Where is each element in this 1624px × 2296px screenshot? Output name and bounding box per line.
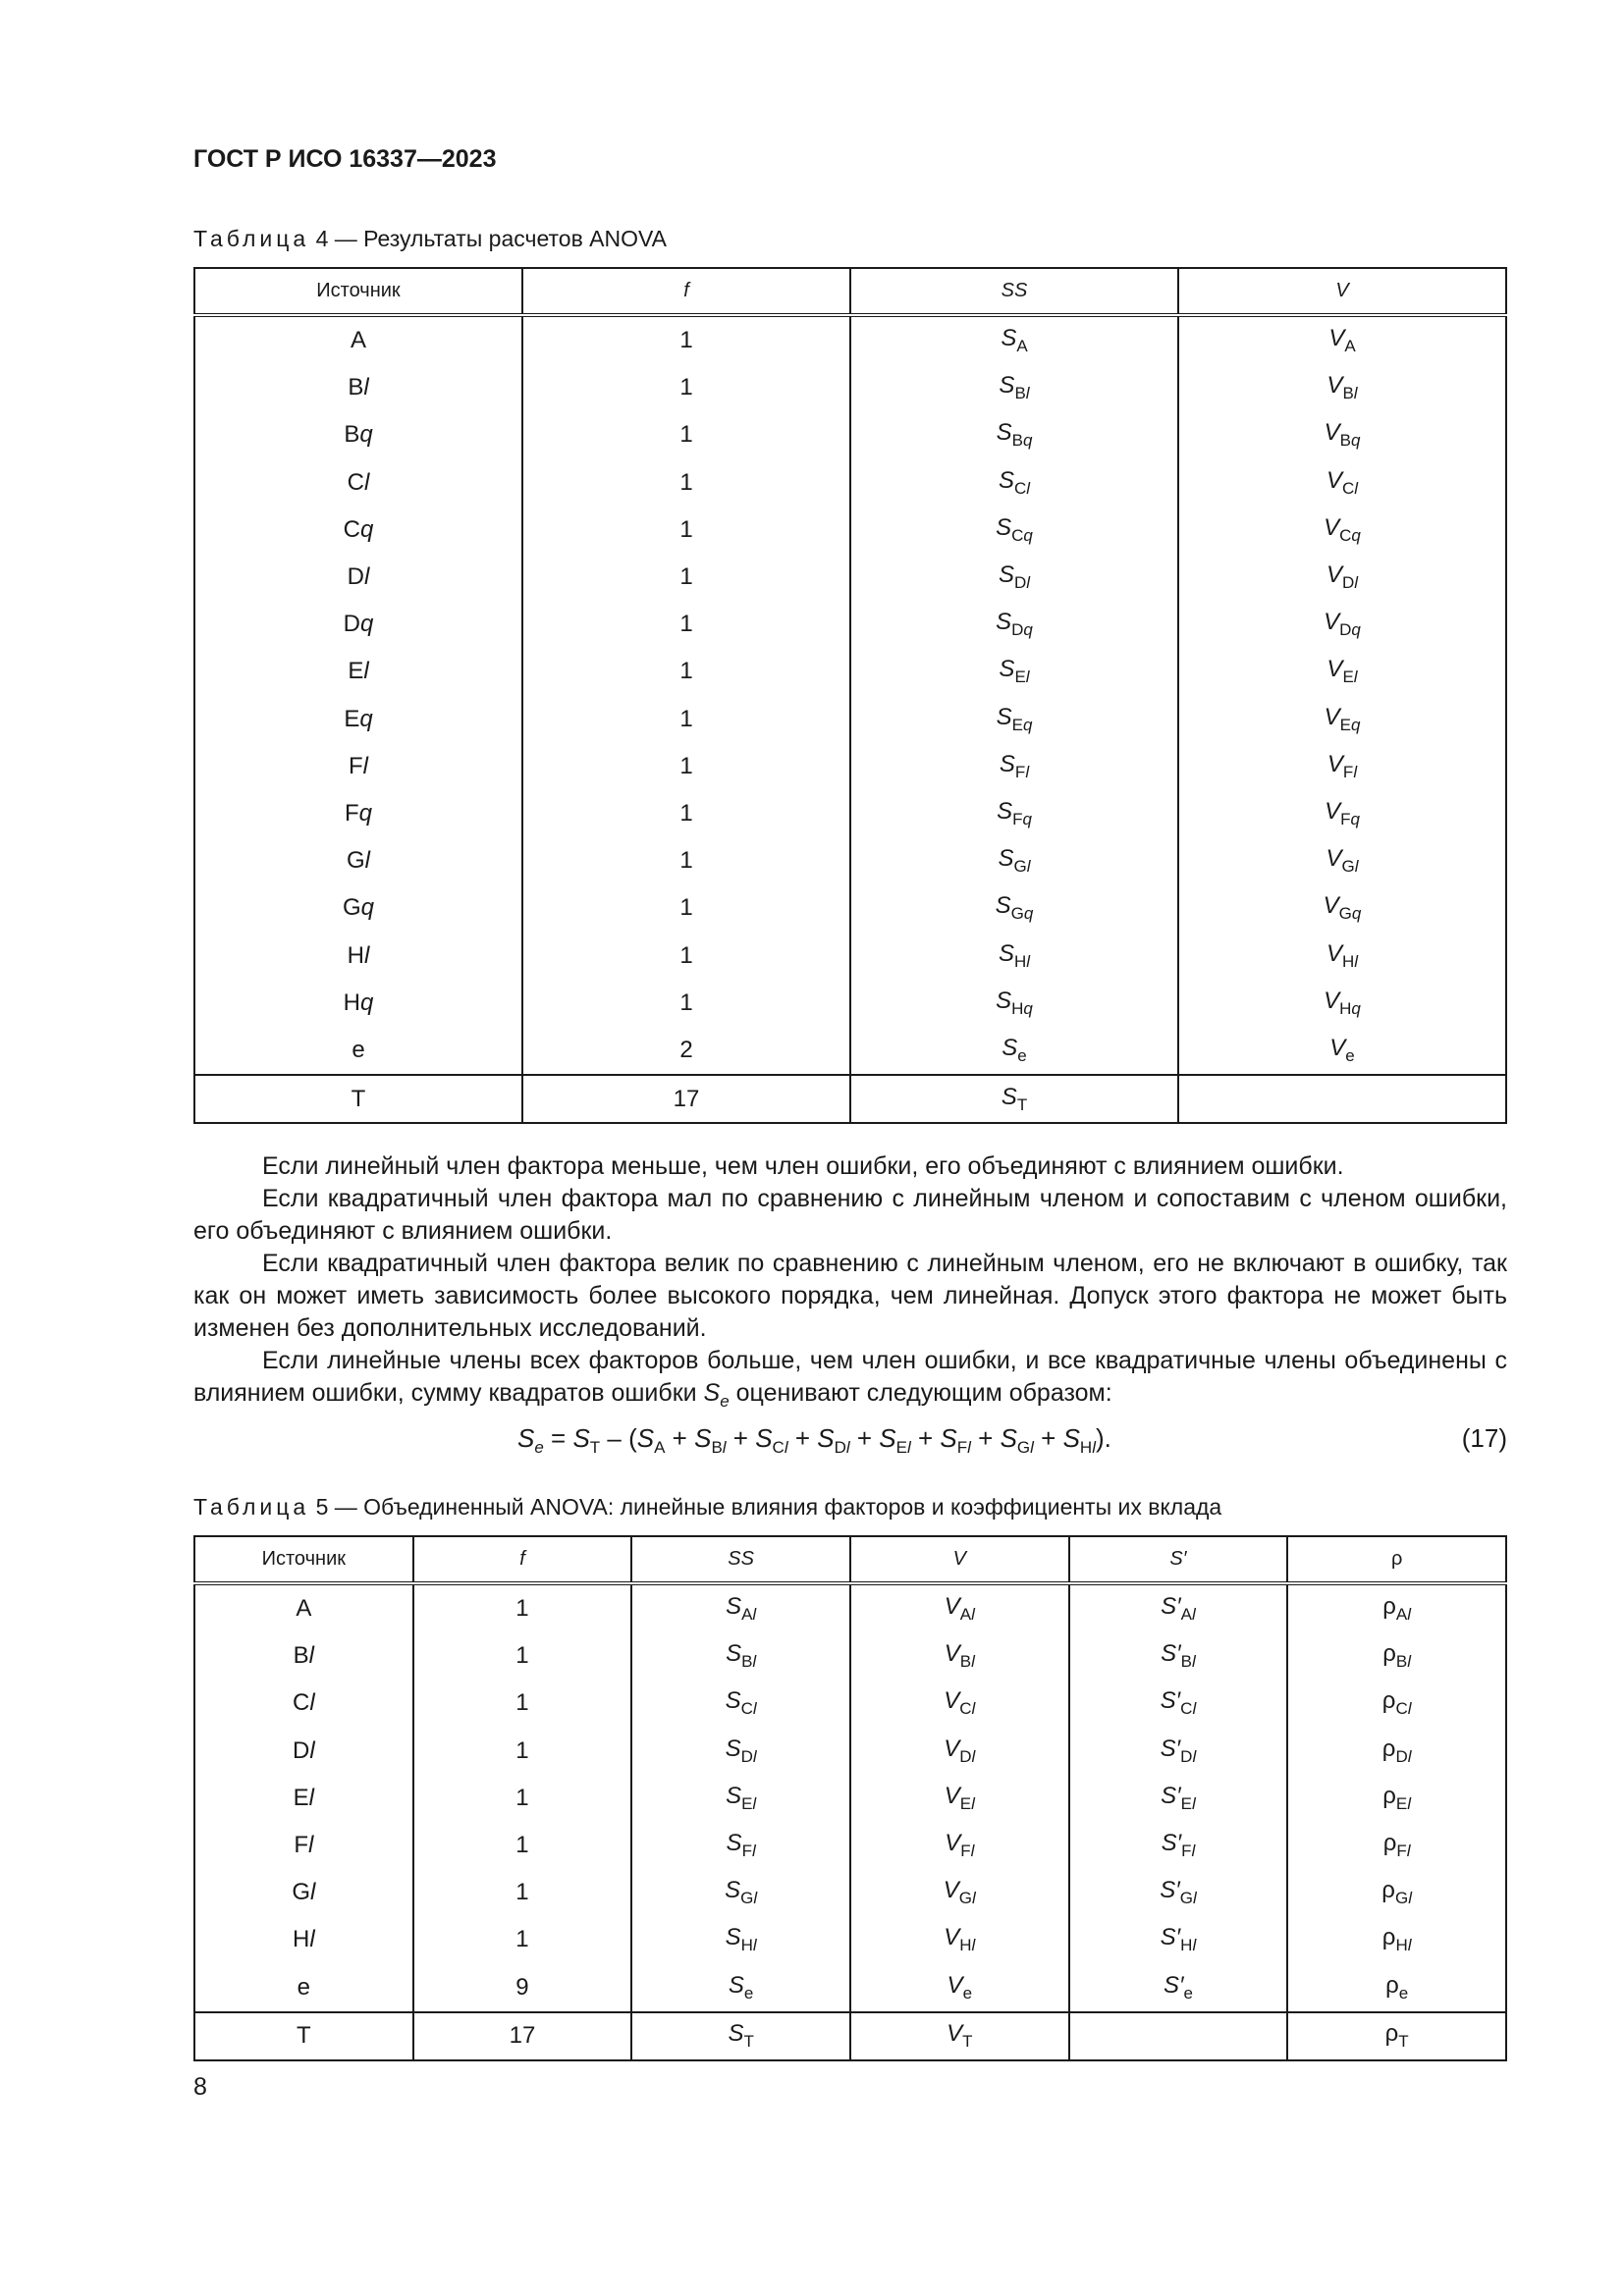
formula-expression: $S_e = S_T - (S_A + S_{Bl} + S_{Cl} + S_{Dl} + S_{El} + S_{Fl} + S_{Gl} + S_{Hl})$.	[517, 1423, 1111, 1457]
table-cell: Dq	[194, 601, 522, 648]
formula-number: (17)	[1461, 1423, 1507, 1453]
table-cell: Fl	[194, 1822, 413, 1869]
table-row	[194, 837, 1506, 884]
paragraph-1: Если линейный член фактора меньше, чем член ошибки, его объединяют с влиянием ошибки.	[262, 1152, 1344, 1180]
table-cell: Gl	[194, 837, 522, 884]
column-header: Источник	[194, 1536, 413, 1583]
table-cell	[1178, 1075, 1506, 1123]
table-row	[194, 1027, 1506, 1075]
table-row	[194, 1680, 1506, 1727]
table-row	[194, 932, 1506, 979]
table-cell: 1	[413, 1916, 632, 1963]
paragraph-4: Если линейные члены всех факторов больше, чем член ошибки, и все квадратичные члены объединены с влиянием ошибки, сумму квадратов ошибки $S_e$ оценивают следующим образом:	[193, 1347, 1507, 1411]
table-cell: $\rho_{Cl}$	[1287, 1680, 1506, 1727]
table-cell: $V_{Bl}$	[850, 1632, 1069, 1680]
table-cell: $V_{Eq}$	[1178, 696, 1506, 743]
table-cell: $S_{El}$	[850, 648, 1178, 695]
column-header: f	[522, 268, 850, 315]
table-cell: Bl	[194, 1632, 413, 1680]
table-cell: Dl	[194, 1728, 413, 1775]
table-cell: 1	[522, 743, 850, 790]
table-cell: 1	[522, 507, 850, 554]
table-cell: $\rho_{Fl}$	[1287, 1822, 1506, 1869]
table-cell: 1	[522, 790, 850, 837]
table-cell: 1	[522, 932, 850, 979]
table-cell: $S_{Cl}$	[850, 459, 1178, 507]
table-cell: Bl	[194, 364, 522, 411]
table-row	[194, 459, 1506, 507]
table-cell: $V_{El}$	[1178, 648, 1506, 695]
table-row	[194, 1775, 1506, 1822]
table-cell: $S_{Fq}$	[850, 790, 1178, 837]
table-row	[194, 364, 1506, 411]
table-cell: Fq	[194, 790, 522, 837]
table-cell: 1	[413, 1632, 632, 1680]
table-cell: $V_{Dl}$	[850, 1728, 1069, 1775]
table-cell: Hq	[194, 980, 522, 1027]
table-cell: Bq	[194, 411, 522, 458]
table-cell: $V_{El}$	[850, 1775, 1069, 1822]
table-cell: $S_e$	[850, 1027, 1178, 1075]
table-cell: $S_{Gl}$	[631, 1869, 850, 1916]
formula-17	[193, 1423, 1507, 1463]
table-cell: $S'_{El}$	[1069, 1775, 1288, 1822]
table-row	[194, 507, 1506, 554]
table-cell: 17	[522, 1075, 850, 1123]
table5-caption: Таблица 5 — Объединенный ANOVA: линейные влияния факторов и коэффициенты их вклада	[193, 1494, 1222, 1520]
table-cell: 9	[413, 1964, 632, 2012]
table-cell: $S'_{Fl}$	[1069, 1822, 1288, 1869]
table-cell: $\rho_{Al}$	[1287, 1583, 1506, 1632]
column-header: S′	[1069, 1536, 1288, 1583]
table-cell: 1	[522, 554, 850, 601]
table-cell: $S_e$	[631, 1964, 850, 2012]
paragraph-3: Если квадратичный член фактора велик по сравнению с линейным членом, его не включают в ошибку, так как он может иметь зависимость более высокого порядка, чем линейная. Допуск этого фактора не может быть изменен без дополнительных исследований.	[193, 1250, 1507, 1342]
table-cell: $\rho_{Gl}$	[1287, 1869, 1506, 1916]
table-cell: Fl	[194, 743, 522, 790]
table-cell: 1	[413, 1822, 632, 1869]
table-cell: $S_{Fl}$	[850, 743, 1178, 790]
table-cell: 1	[413, 1728, 632, 1775]
table-cell: $V_{Hq}$	[1178, 980, 1506, 1027]
table-row	[194, 790, 1506, 837]
table-cell: Cl	[194, 459, 522, 507]
table-cell: $\rho_T$	[1287, 2012, 1506, 2060]
table-cell: $S_{Cl}$	[631, 1680, 850, 1727]
column-header: V	[1178, 268, 1506, 315]
table-cell: 1	[522, 648, 850, 695]
table-cell	[1069, 2012, 1288, 2060]
table-total-row	[194, 1075, 1506, 1123]
table-row	[194, 980, 1506, 1027]
table-cell: 1	[522, 411, 850, 458]
column-header: ρ	[1287, 1536, 1506, 1583]
table-cell: $S_{Al}$	[631, 1583, 850, 1632]
page-number: 8	[193, 2073, 207, 2101]
table-cell: 1	[413, 1583, 632, 1632]
table-cell: $S_{Hq}$	[850, 980, 1178, 1027]
table-cell: $V_{Dl}$	[1178, 554, 1506, 601]
table-cell: $S'_e$	[1069, 1964, 1288, 2012]
table-cell: $S_{Dl}$	[850, 554, 1178, 601]
table-cell: T	[194, 1075, 522, 1123]
table-cell: A	[194, 315, 522, 364]
table-cell: $V_{Bl}$	[1178, 364, 1506, 411]
column-header: SS	[850, 268, 1178, 315]
table-cell: $S_{Gl}$	[850, 837, 1178, 884]
table-row	[194, 411, 1506, 458]
table-cell: $S'_{Dl}$	[1069, 1728, 1288, 1775]
table-cell: Dl	[194, 554, 522, 601]
table-cell: $S_{Fl}$	[631, 1822, 850, 1869]
table4-caption: Таблица 4 — Результаты расчетов ANOVA	[193, 226, 667, 251]
table-cell: 1	[522, 696, 850, 743]
table-cell: $S'_{Al}$	[1069, 1583, 1288, 1632]
table-cell: $S'_{Gl}$	[1069, 1869, 1288, 1916]
table-cell: $V_{Gl}$	[850, 1869, 1069, 1916]
table-cell: El	[194, 1775, 413, 1822]
table-row	[194, 648, 1506, 695]
pooled-anova-table	[193, 1535, 1507, 2061]
table-row	[194, 1869, 1506, 1916]
table-cell: $V_{Al}$	[850, 1583, 1069, 1632]
table-cell: $S_{Bl}$	[850, 364, 1178, 411]
table-cell: $S'_{Bl}$	[1069, 1632, 1288, 1680]
table-cell: 1	[413, 1680, 632, 1727]
table-cell: Gq	[194, 884, 522, 932]
table-cell: $\rho_e$	[1287, 1964, 1506, 2012]
table-cell: $S'_{Cl}$	[1069, 1680, 1288, 1727]
table-cell: $S_T$	[631, 2012, 850, 2060]
table-header-row	[194, 268, 1506, 315]
column-header: f	[413, 1536, 632, 1583]
table-cell: 1	[522, 884, 850, 932]
paragraph-2: Если квадратичный член фактора мал по сравнению с линейным членом и сопоставим с членом ошибки, его объединяют с влиянием ошибки.	[193, 1185, 1507, 1245]
table-cell: $\rho_{Bl}$	[1287, 1632, 1506, 1680]
table-cell: Hl	[194, 1916, 413, 1963]
table-cell: $V_T$	[850, 2012, 1069, 2060]
table-cell: $V_{Cl}$	[1178, 459, 1506, 507]
column-header: V	[850, 1536, 1069, 1583]
table-cell: 1	[522, 837, 850, 884]
table-cell: $V_e$	[1178, 1027, 1506, 1075]
table-cell: 1	[522, 315, 850, 364]
table-cell: 1	[413, 1775, 632, 1822]
table-cell: $S_{Gq}$	[850, 884, 1178, 932]
table-cell: 1	[522, 601, 850, 648]
table-cell: $S_{Eq}$	[850, 696, 1178, 743]
table-cell: $\rho_{El}$	[1287, 1775, 1506, 1822]
table-cell: $S_{Bq}$	[850, 411, 1178, 458]
table-row	[194, 1632, 1506, 1680]
table-row	[194, 1728, 1506, 1775]
table-cell: $S_{Dl}$	[631, 1728, 850, 1775]
table-cell: $V_e$	[850, 1964, 1069, 2012]
table-cell: $V_{Cq}$	[1178, 507, 1506, 554]
table-total-row	[194, 2012, 1506, 2060]
table-cell: e	[194, 1964, 413, 2012]
table-cell: 1	[413, 1869, 632, 1916]
table-cell: $S'_{Hl}$	[1069, 1916, 1288, 1963]
table-row	[194, 1583, 1506, 1632]
table-row	[194, 601, 1506, 648]
table-cell: A	[194, 1583, 413, 1632]
table-row	[194, 554, 1506, 601]
table-cell: 1	[522, 364, 850, 411]
table-cell: $V_{Dq}$	[1178, 601, 1506, 648]
table-cell: $S_{El}$	[631, 1775, 850, 1822]
table-cell: $S_{Hl}$	[850, 932, 1178, 979]
column-header: SS	[631, 1536, 850, 1583]
column-header: Источник	[194, 268, 522, 315]
table-cell: El	[194, 648, 522, 695]
table-cell: T	[194, 2012, 413, 2060]
table-row	[194, 1916, 1506, 1963]
table-cell: $V_{Fl}$	[1178, 743, 1506, 790]
table-cell: Cq	[194, 507, 522, 554]
table-cell: $S_{Hl}$	[631, 1916, 850, 1963]
table-cell: $V_{Gq}$	[1178, 884, 1506, 932]
table-cell: $V_{Fl}$	[850, 1822, 1069, 1869]
table-cell: $V_A$	[1178, 315, 1506, 364]
table-cell: Cl	[194, 1680, 413, 1727]
table-cell: $V_{Hl}$	[1178, 932, 1506, 979]
table-row	[194, 315, 1506, 364]
table-cell: $S_{Bl}$	[631, 1632, 850, 1680]
table-row	[194, 743, 1506, 790]
table-row	[194, 1964, 1506, 2012]
table-cell: 17	[413, 2012, 632, 2060]
table-cell: $V_{Bq}$	[1178, 411, 1506, 458]
table-cell: $V_{Cl}$	[850, 1680, 1069, 1727]
table-row	[194, 1822, 1506, 1869]
table-cell: $V_{Hl}$	[850, 1916, 1069, 1963]
table-cell: $V_{Fq}$	[1178, 790, 1506, 837]
table-cell: $V_{Gl}$	[1178, 837, 1506, 884]
table-cell: Eq	[194, 696, 522, 743]
table-cell: $S_T$	[850, 1075, 1178, 1123]
table-header-row	[194, 1536, 1506, 1583]
table-cell: $S_{Dq}$	[850, 601, 1178, 648]
table-cell: Gl	[194, 1869, 413, 1916]
document-header: ГОСТ Р ИСО 16337—2023	[193, 145, 497, 173]
table-cell: 1	[522, 459, 850, 507]
table-cell: Hl	[194, 932, 522, 979]
table-cell: 1	[522, 980, 850, 1027]
table-cell: $\rho_{Dl}$	[1287, 1728, 1506, 1775]
table-row	[194, 884, 1506, 932]
table-cell: 2	[522, 1027, 850, 1075]
table-cell: e	[194, 1027, 522, 1075]
body-text	[193, 1150, 1507, 1417]
table-cell: $S_A$	[850, 315, 1178, 364]
anova-results-table	[193, 267, 1507, 1124]
table-cell: $\rho_{Hl}$	[1287, 1916, 1506, 1963]
table-row	[194, 696, 1506, 743]
table-cell: $S_{Cq}$	[850, 507, 1178, 554]
